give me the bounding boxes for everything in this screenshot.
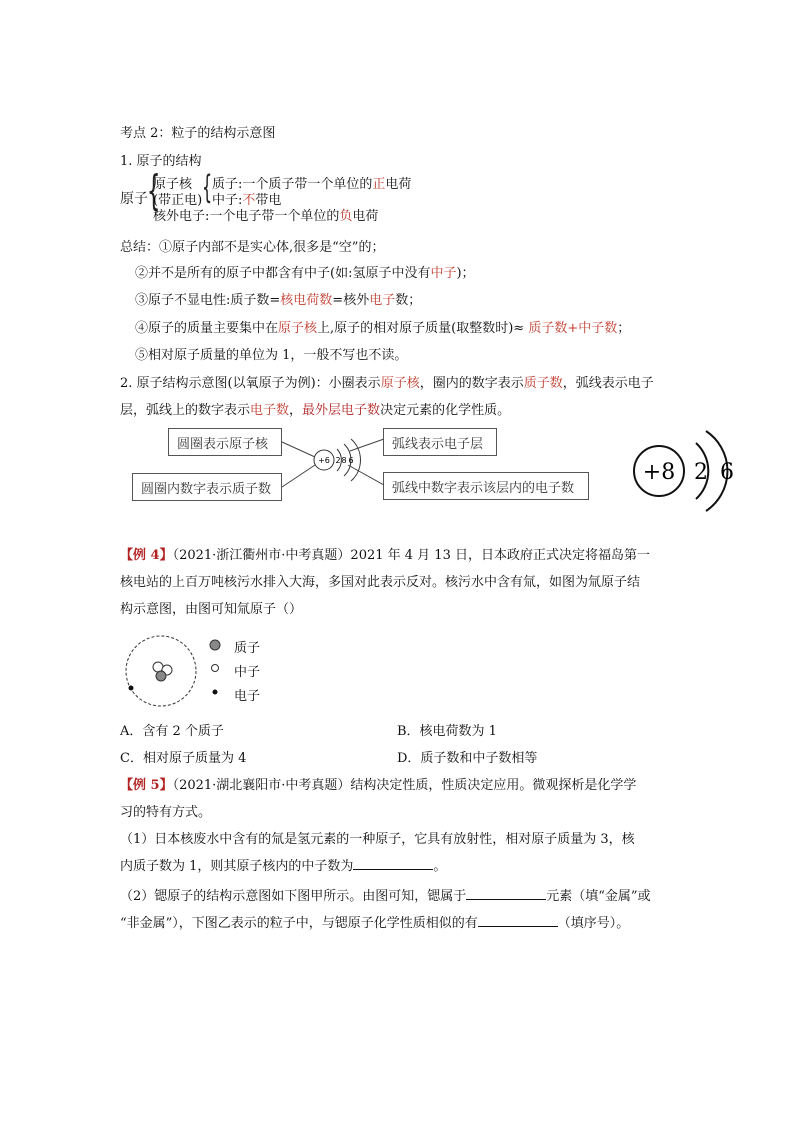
example-5-line-1: 【例 5】（2021·湖北襄阳市·中考真题）结构决定性质，性质决定应用。微观探析是化学学 <box>120 778 637 793</box>
summary-line-3: ③原子不显电性:质子数=核电荷数=核外电子数； <box>135 293 422 308</box>
tritium-atom-diagram <box>118 630 288 710</box>
legend-neutron-label: 中子 <box>234 665 261 680</box>
nucleus-label: 原子核 <box>153 177 193 192</box>
neutron-description: 中子:不带电 <box>212 193 282 208</box>
proton-particle <box>156 671 166 681</box>
legend-proton-icon <box>210 640 220 650</box>
large-shell2-text: 6 <box>720 460 734 485</box>
nucleus-charge-label: (带正电) <box>153 193 203 208</box>
neutron-particle <box>153 662 163 672</box>
brace-icon: { <box>202 168 213 206</box>
example-5-line-2: 习的特有方式。 <box>120 805 212 820</box>
small-shell1-text: 2 <box>335 456 341 465</box>
answer-blank-similar-particles[interactable] <box>478 912 558 927</box>
label-box-electron-shell: 弧线表示电子层 <box>383 428 497 456</box>
option-c: C．相对原子质量为 4 <box>120 751 247 766</box>
answer-blank-neutrons[interactable] <box>353 855 433 870</box>
example-5-q2-line-2: “非金属”），下图乙表示的粒子中，与锶原子化学性质相似的有 （填序号）。 <box>120 912 629 931</box>
summary-line-5: ⑤相对原子质量的单位为 1，一般不写也不读。 <box>135 348 408 363</box>
example-5-q1-line-2: 内质子数为 1，则其原子核内的中子数为 。 <box>120 855 446 874</box>
atom-structure-heading: 1. 原子的结构 <box>120 154 202 169</box>
part2-line-2: 层，弧线上的数字表示电子数，最外层电子数决定元素的化学性质。 <box>120 403 511 418</box>
large-oxygen-atom-diagram <box>628 428 748 518</box>
example-4-line-3: 构示意图，由图可知氚原子（） <box>120 602 303 617</box>
legend-neutron-icon <box>212 665 219 672</box>
option-d: D．质子数和中子数相等 <box>397 751 538 766</box>
example-4-line-2: 核电站的上百万吨核污水排入大海，多国对此表示反对。核污水中含有氚，如图为氚原子结 <box>120 575 641 590</box>
example-4-line-1: 【例 4】（2021·浙江衢州市·中考真题）2021 年 4 月 13 日，日本政府正式决定将福岛第一 <box>120 548 650 563</box>
proton-description: 质子:一个质子带一个单位的正电荷 <box>212 177 412 192</box>
legend-electron-label: 电子 <box>234 689 261 704</box>
electron-particle <box>129 686 134 691</box>
small-nucleus-text: +6 <box>318 456 330 465</box>
brace-icon: { <box>147 166 161 215</box>
option-a: A．含有 2 个质子 <box>120 724 224 739</box>
example-5-q1-line-1: （1）日本核废水中含有的氚是氢元素的一种原子，它具有放射性，相对原子质量为 3，核 <box>120 832 635 847</box>
label-box-shell-electron-count: 弧线中数字表示该层内的电子数 <box>383 472 589 500</box>
summary-line-1: 总结：①原子内部不是实心体,很多是“空”的； <box>120 240 385 255</box>
atom-label: 原子 <box>120 191 148 207</box>
section-title: 考点 2：粒子的结构示意图 <box>120 126 276 141</box>
option-b: B．核电荷数为 1 <box>397 724 497 739</box>
part2-line-1: 2. 原子结构示意图(以氧原子为例)：小圈表示原子核，圈内的数字表示质子数，弧线表示电子 <box>120 376 654 391</box>
legend-proton-label: 质子 <box>234 641 261 656</box>
label-box-nucleus: 圆圈表示原子核 <box>168 428 282 456</box>
electron-description: 核外电子:一个电子带一个单位的负电荷 <box>153 209 379 224</box>
small-shell2-text: 8 <box>341 456 347 465</box>
answer-blank-element-type[interactable] <box>466 885 546 900</box>
large-shell1-text: 2 <box>694 460 708 485</box>
legend-electron-icon <box>213 690 218 695</box>
example-5-q2-line-1: （2）锶原子的结构示意图如下图甲所示。由图可知，锶属于 元素（填“金属”或 <box>120 885 651 904</box>
summary-line-2: ②并不是所有的原子中都含有中子(如:氢原子中没有中子)； <box>135 266 475 281</box>
large-nucleus-text: +8 <box>642 460 676 485</box>
small-shell3-text: 6 <box>348 456 354 465</box>
label-box-proton-count: 圆圈内数字表示质子数 <box>132 473 282 501</box>
small-oxygen-atom-diagram <box>280 425 390 505</box>
summary-line-4: ④原子的质量主要集中在原子核上,原子的相对原子质量(取整数时)≈ 质子数+中子数； <box>135 321 631 336</box>
